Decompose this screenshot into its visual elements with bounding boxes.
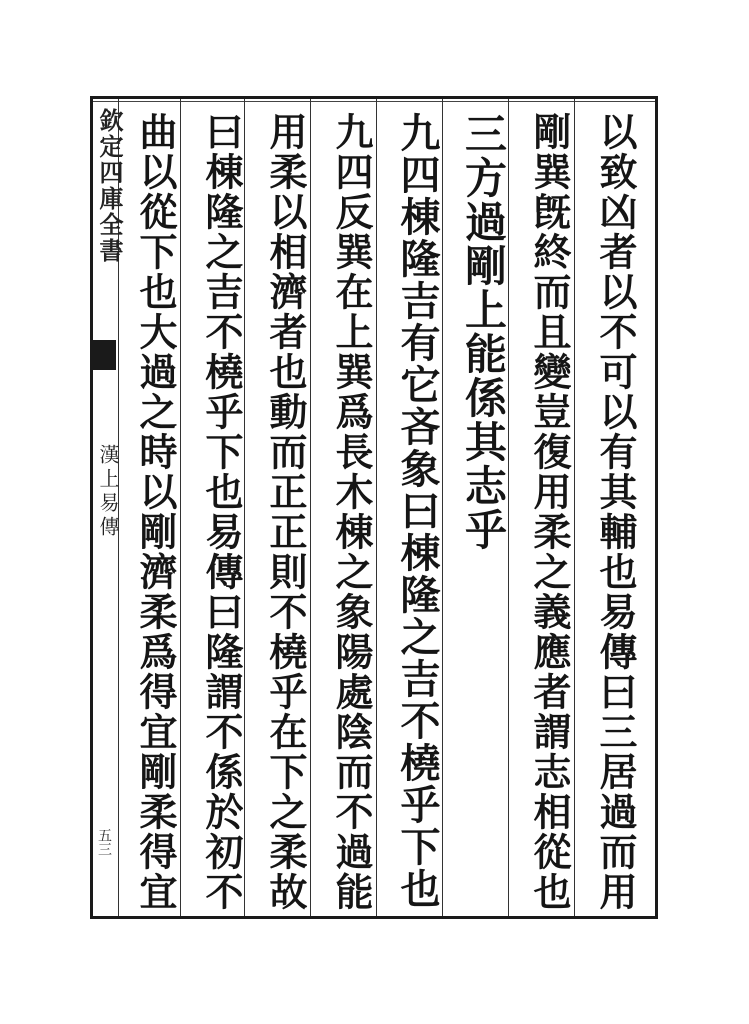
text-column-1: 以致凶者以不可以有其輔也易傳曰三居過而用 <box>593 112 638 912</box>
frame-bottom-border <box>90 916 658 919</box>
margin-book-title: 漢上易傳 <box>96 444 120 540</box>
text-column-2: 剛巽旣終而且變豈復用柔之義應者謂志相從也 <box>527 112 572 912</box>
text-column-5: 九四反巽在上巽爲長木棟之象陽處陰而不過能 <box>329 112 374 912</box>
frame-top-border <box>90 96 658 99</box>
fishtail-mark <box>92 340 116 370</box>
margin-collection-title: 欽定四庫全書 <box>95 108 124 264</box>
text-column-7: 曰棟隆之吉不橈乎下也易傳曰隆謂不係於初不 <box>199 112 244 912</box>
frame-top-inner-border <box>90 101 658 102</box>
frame-right-border <box>655 96 658 919</box>
text-column-4: 九四棟隆吉有它吝象曰棟隆之吉不橈乎下也 <box>394 112 441 910</box>
text-column-6: 用柔以相濟者也動而正正則不橈乎在下之柔故 <box>263 112 308 912</box>
text-column-8: 曲以從下也大過之時以剛濟柔爲得宜剛柔得宜 <box>133 112 178 912</box>
text-column-3: 三方過剛上能係其志乎 <box>459 112 508 552</box>
margin-page-number: 五三 <box>96 828 112 856</box>
